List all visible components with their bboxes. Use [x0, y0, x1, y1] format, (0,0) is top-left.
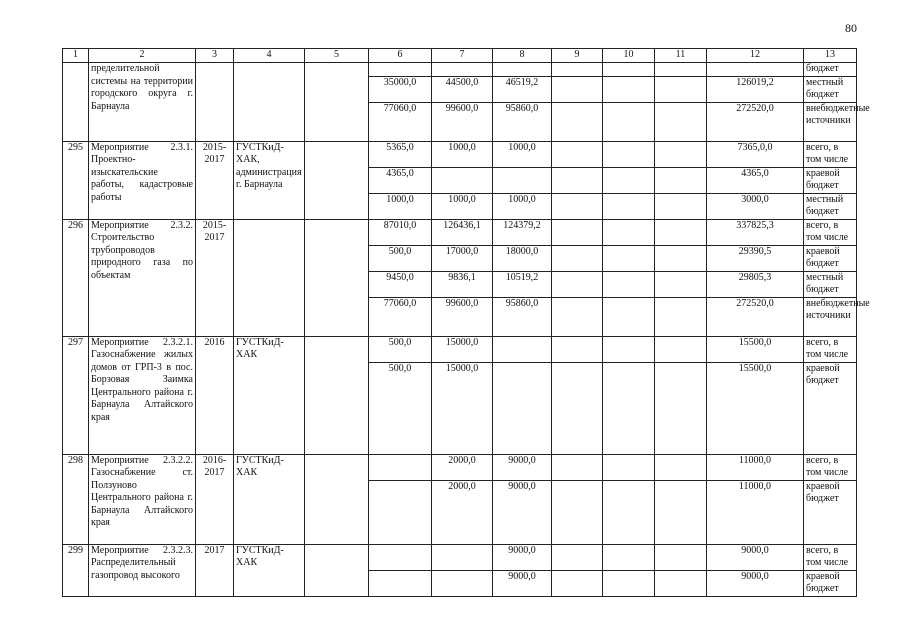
value-cell-6: 77060,0: [369, 102, 432, 141]
column-header: 3: [196, 49, 234, 63]
value-cell-12: 9000,0: [707, 544, 804, 570]
value-cell-6: [369, 454, 432, 480]
table-row: [63, 336, 857, 362]
value-cell-8: [493, 336, 552, 362]
table-row: [63, 219, 857, 245]
column-header: 9: [552, 49, 603, 63]
value-cell-10: [603, 219, 655, 245]
column-header: 13: [804, 49, 857, 63]
value-cell-12: 15500,0: [707, 362, 804, 454]
value-cell-6: [369, 480, 432, 544]
value-cell-9: [552, 297, 603, 336]
value-cell-6: [369, 570, 432, 596]
value-cell-7: [432, 544, 493, 570]
value-cell-9: [552, 245, 603, 271]
measure-description: пределительной системы на территории городского округа г. Барнаула: [89, 63, 196, 142]
value-cell-12: [707, 63, 804, 77]
funding-source: краевой бюджет: [804, 245, 857, 271]
column-header: 10: [603, 49, 655, 63]
value-cell-12: 3000,0: [707, 193, 804, 219]
value-cell-12: 7365,0,0: [707, 141, 804, 167]
row-number: 299: [63, 544, 89, 596]
column-header: 11: [655, 49, 707, 63]
executor-cell: ГУСТКиД-ХАК: [234, 454, 305, 544]
value-cell-12: 126019,2: [707, 76, 804, 102]
value-cell-11: [655, 245, 707, 271]
years-cell: 2015-2017: [196, 219, 234, 336]
value-cell-6: 35000,0: [369, 76, 432, 102]
funding-source: всего, в том числе: [804, 336, 857, 362]
value-cell-11: [655, 193, 707, 219]
row-number: 298: [63, 454, 89, 544]
value-cell-8: [493, 362, 552, 454]
funding-source: краевой бюджет: [804, 570, 857, 596]
value-cell-7: 15000,0: [432, 336, 493, 362]
row-number: 297: [63, 336, 89, 454]
value-cell-12: 15500,0: [707, 336, 804, 362]
value-cell-12: 29390,5: [707, 245, 804, 271]
value-cell-7: [432, 63, 493, 77]
value-cell-8: 9000,0: [493, 454, 552, 480]
value-cell-8: 9000,0: [493, 544, 552, 570]
executor-cell: ГУСТКиД-ХАК: [234, 336, 305, 454]
value-cell-8: 10519,2: [493, 271, 552, 297]
col5-cell: [305, 454, 369, 544]
value-cell-12: 272520,0: [707, 297, 804, 336]
row-number: [63, 63, 89, 142]
value-cell-6: [369, 544, 432, 570]
executor-cell: ГУСТКиД-ХАК, администрация г. Барнаула: [234, 141, 305, 219]
funding-source: бюджет: [804, 63, 857, 77]
value-cell-10: [603, 480, 655, 544]
value-cell-9: [552, 102, 603, 141]
value-cell-9: [552, 544, 603, 570]
value-cell-8: 9000,0: [493, 570, 552, 596]
value-cell-8: [493, 63, 552, 77]
value-cell-7: 15000,0: [432, 362, 493, 454]
value-cell-11: [655, 570, 707, 596]
column-header: 12: [707, 49, 804, 63]
value-cell-6: 1000,0: [369, 193, 432, 219]
table-header-row: [63, 49, 857, 63]
funding-source: краевой бюджет: [804, 480, 857, 544]
col5-cell: [305, 219, 369, 336]
table-row: [63, 454, 857, 480]
value-cell-9: [552, 219, 603, 245]
value-cell-12: 4365,0: [707, 167, 804, 193]
executor-cell: [234, 63, 305, 142]
value-cell-11: [655, 544, 707, 570]
funding-source: всего, в том числе: [804, 141, 857, 167]
row-number: 296: [63, 219, 89, 336]
measure-description: Мероприятие 2.3.2.1. Газоснабжение жилых домов от ГРП-3 в пос. Борзовая Заимка Центрального района г. Барнаула Алтайского края: [89, 336, 196, 454]
value-cell-8: 1000,0: [493, 193, 552, 219]
measure-description: Мероприятие 2.3.2. Строительство трубопроводов природного газа по объектам: [89, 219, 196, 336]
value-cell-11: [655, 76, 707, 102]
funding-source: краевой бюджет: [804, 362, 857, 454]
value-cell-10: [603, 544, 655, 570]
value-cell-10: [603, 193, 655, 219]
value-cell-8: [493, 167, 552, 193]
column-header: 1: [63, 49, 89, 63]
value-cell-10: [603, 141, 655, 167]
col5-cell: [305, 544, 369, 596]
value-cell-11: [655, 102, 707, 141]
funding-source: местный бюджет: [804, 76, 857, 102]
value-cell-10: [603, 271, 655, 297]
value-cell-11: [655, 454, 707, 480]
value-cell-6: 77060,0: [369, 297, 432, 336]
funding-source: всего, в том числе: [804, 219, 857, 245]
value-cell-11: [655, 297, 707, 336]
value-cell-6: 5365,0: [369, 141, 432, 167]
value-cell-10: [603, 102, 655, 141]
value-cell-7: 99600,0: [432, 297, 493, 336]
value-cell-12: 29805,3: [707, 271, 804, 297]
value-cell-12: 272520,0: [707, 102, 804, 141]
row-number: 295: [63, 141, 89, 219]
table-row: [63, 544, 857, 570]
value-cell-9: [552, 480, 603, 544]
value-cell-10: [603, 336, 655, 362]
value-cell-7: 2000,0: [432, 454, 493, 480]
value-cell-10: [603, 297, 655, 336]
value-cell-11: [655, 336, 707, 362]
measure-description: Мероприятие 2.3.1. Проектно-изыскательские работы, кадастровые работы: [89, 141, 196, 219]
value-cell-9: [552, 193, 603, 219]
years-cell: 2015-2017: [196, 141, 234, 219]
funding-source: местный бюджет: [804, 271, 857, 297]
value-cell-7: 17000,0: [432, 245, 493, 271]
value-cell-9: [552, 362, 603, 454]
value-cell-10: [603, 245, 655, 271]
value-cell-8: 46519,2: [493, 76, 552, 102]
funding-source: краевой бюджет: [804, 167, 857, 193]
col5-cell: [305, 63, 369, 142]
value-cell-11: [655, 167, 707, 193]
value-cell-9: [552, 336, 603, 362]
value-cell-11: [655, 271, 707, 297]
funding-source: внебюджетные источники: [804, 297, 857, 336]
value-cell-9: [552, 271, 603, 297]
value-cell-6: 500,0: [369, 362, 432, 454]
value-cell-6: 4365,0: [369, 167, 432, 193]
funding-source: местный бюджет: [804, 193, 857, 219]
value-cell-10: [603, 454, 655, 480]
years-cell: 2017: [196, 544, 234, 596]
executor-cell: [234, 219, 305, 336]
value-cell-7: [432, 570, 493, 596]
value-cell-12: 11000,0: [707, 480, 804, 544]
value-cell-12: 337825,3: [707, 219, 804, 245]
value-cell-7: 1000,0: [432, 141, 493, 167]
value-cell-8: 95860,0: [493, 297, 552, 336]
value-cell-7: 9836,1: [432, 271, 493, 297]
value-cell-10: [603, 63, 655, 77]
value-cell-9: [552, 454, 603, 480]
value-cell-6: 500,0: [369, 245, 432, 271]
col5-cell: [305, 336, 369, 454]
years-cell: 2016: [196, 336, 234, 454]
executor-cell: ГУСТКиД-ХАК: [234, 544, 305, 596]
value-cell-9: [552, 63, 603, 77]
col5-cell: [305, 141, 369, 219]
value-cell-8: 124379,2: [493, 219, 552, 245]
value-cell-11: [655, 219, 707, 245]
value-cell-6: 9450,0: [369, 271, 432, 297]
table-row: [63, 63, 857, 77]
value-cell-11: [655, 480, 707, 544]
value-cell-11: [655, 63, 707, 77]
value-cell-11: [655, 362, 707, 454]
measure-description: Мероприятие 2.3.2.2. Газоснабжение ст. Ползуново Центрального района г. Барнаула Алтайского края: [89, 454, 196, 544]
funding-source: всего, в том числе: [804, 454, 857, 480]
value-cell-7: 126436,1: [432, 219, 493, 245]
value-cell-6: 500,0: [369, 336, 432, 362]
budget-table: [62, 48, 870, 597]
years-cell: 2016-2017: [196, 454, 234, 544]
funding-source: всего, в том числе: [804, 544, 857, 570]
years-cell: [196, 63, 234, 142]
value-cell-8: 18000,0: [493, 245, 552, 271]
value-cell-9: [552, 570, 603, 596]
value-cell-9: [552, 76, 603, 102]
value-cell-7: 99600,0: [432, 102, 493, 141]
column-header: 6: [369, 49, 432, 63]
value-cell-10: [603, 167, 655, 193]
value-cell-12: 9000,0: [707, 570, 804, 596]
value-cell-7: [432, 167, 493, 193]
value-cell-8: 1000,0: [493, 141, 552, 167]
value-cell-10: [603, 570, 655, 596]
value-cell-11: [655, 141, 707, 167]
value-cell-9: [552, 167, 603, 193]
page-number: 80: [845, 21, 857, 35]
value-cell-12: 11000,0: [707, 454, 804, 480]
value-cell-6: [369, 63, 432, 77]
table-row: [63, 141, 857, 167]
column-header: 2: [89, 49, 196, 63]
value-cell-8: 9000,0: [493, 480, 552, 544]
value-cell-10: [603, 362, 655, 454]
column-header: 8: [493, 49, 552, 63]
column-header: 7: [432, 49, 493, 63]
value-cell-10: [603, 76, 655, 102]
column-header: 4: [234, 49, 305, 63]
measure-description: Мероприятие 2.3.2.3. Распределительный газопровод высокого: [89, 544, 196, 596]
value-cell-7: 1000,0: [432, 193, 493, 219]
value-cell-6: 87010,0: [369, 219, 432, 245]
value-cell-7: 2000,0: [432, 480, 493, 544]
value-cell-7: 44500,0: [432, 76, 493, 102]
funding-source: внебюджетные источники: [804, 102, 857, 141]
value-cell-8: 95860,0: [493, 102, 552, 141]
value-cell-9: [552, 141, 603, 167]
column-header: 5: [305, 49, 369, 63]
